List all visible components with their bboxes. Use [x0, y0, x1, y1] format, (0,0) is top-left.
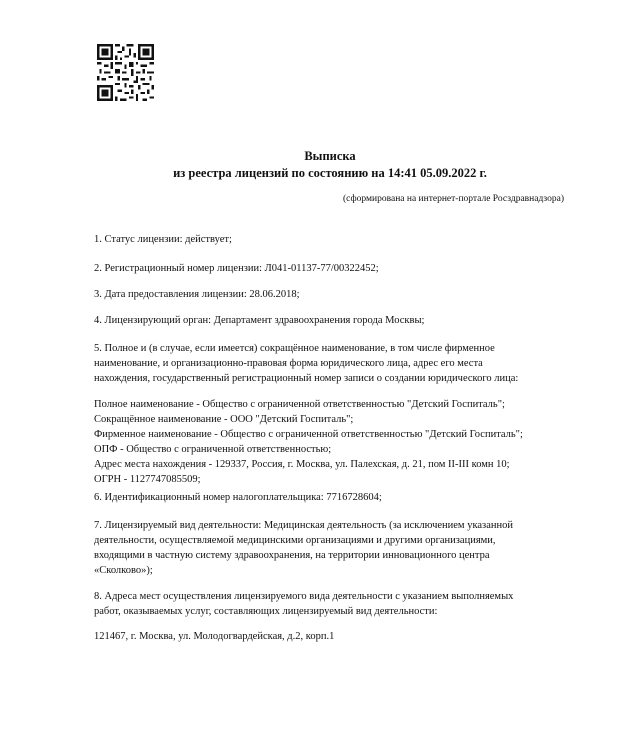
item-licensing-authority — [94, 313, 424, 328]
text-line: ОГРН - 1127747085509; — [94, 474, 201, 485]
text-line: работ, оказываемых услуг, составляющих лицензируемый вид деятельности: — [94, 606, 438, 617]
document-title: Выписка — [304, 149, 356, 163]
text-line: наименование, и организационно-правовая форма юридического лица, адрес его места — [94, 358, 483, 369]
text-line: 3. Дата предоставления лицензии: 28.06.2018; — [94, 289, 300, 300]
text-line: деятельности, осуществляемой медицинскими организациями и другими организациями, — [94, 535, 496, 546]
text-line: 7. Лицензируемый вид деятельности: Медицинская деятельность (за исключением указанной — [94, 520, 513, 531]
item-address — [94, 629, 334, 644]
text-line: Полное наименование - Общество с ограниченной ответственностью "Детский Госпиталь"; — [94, 399, 505, 410]
text-line: 4. Лицензирующий орган: Департамент здравоохранения города Москвы; — [94, 315, 425, 326]
text-line: 5. Полное и (в случае, если имеется) сокращённое наименование, в том числе фирменное — [94, 343, 495, 354]
item-tax-id — [94, 490, 382, 505]
document-subtitle: из реестра лицензий по состоянию на 14:41 05.09.2022 г. — [173, 166, 487, 180]
source-note: (сформирована на интернет-портале Росздравнадзора) — [343, 194, 564, 204]
item-license-status — [94, 232, 232, 247]
item-grant-date — [94, 287, 300, 302]
item-registration-number — [94, 261, 379, 276]
text-line: 2. Регистрационный номер лицензии: Л041-01137-77/00322452; — [94, 263, 379, 274]
text-line: 8. Адреса мест осуществления лицензируемого вида деятельности с указанием выполняемых — [94, 591, 514, 602]
text-line: ОПФ - Общество с ограниченной ответственностью; — [94, 444, 332, 455]
qr-code-icon — [97, 44, 154, 101]
text-line: входящими в частную систему здравоохранения, на территории инновационного центра — [94, 550, 490, 561]
text-line: 121467, г. Москва, ул. Молодогвардейская, д.2, корп.1 — [94, 631, 335, 642]
text-line: 1. Статус лицензии: действует; — [94, 234, 232, 245]
text-line: «Сколково»); — [94, 565, 153, 576]
item-activity-addresses — [94, 589, 513, 619]
text-line: Сокращённое наименование - ООО "Детский Госпиталь"; — [94, 414, 354, 425]
text-line: Адрес места нахождения - 129337, Россия, г. Москва, ул. Палехская, д. 21, пом II-III комн 10; — [94, 459, 510, 470]
item-organization-details — [94, 397, 523, 487]
text-line: Фирменное наименование - Общество с ограниченной ответственностью "Детский Госпиталь"; — [94, 429, 523, 440]
item-activity-type — [94, 518, 513, 578]
text-line: 6. Идентификационный номер налогоплательщика: 7716728604; — [94, 492, 382, 503]
item-organization-heading — [94, 341, 518, 386]
text-line: нахождения, государственный регистрационный номер записи о создании юридического лица: — [94, 373, 519, 384]
